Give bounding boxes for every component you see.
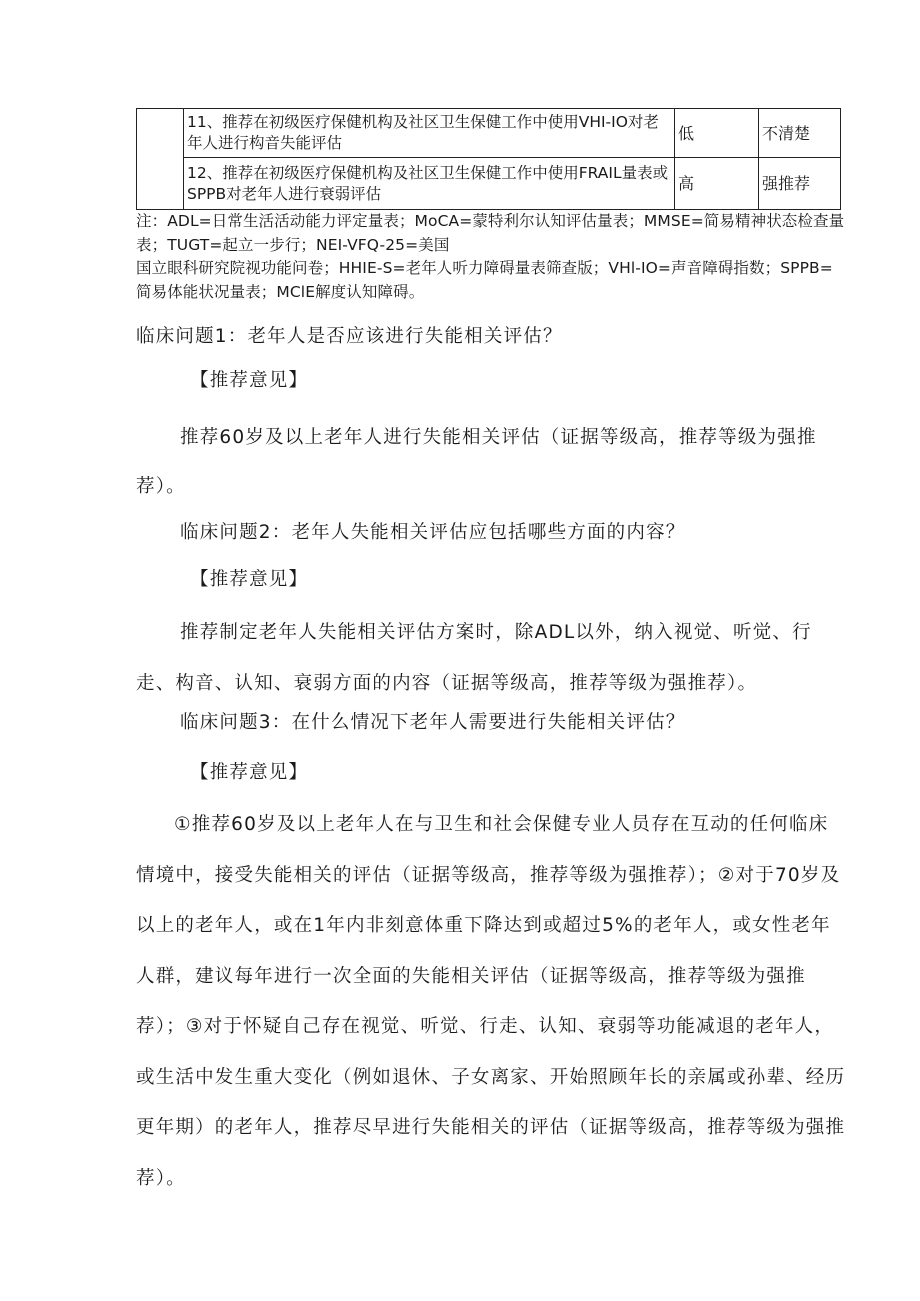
recommendation-strength-cell: 强推荐 — [759, 158, 841, 210]
recommendation-paragraph — [136, 607, 848, 709]
note-line: 国立眼科研究院视功能问卷；HHIE-S=老年人听力障碍量表筛查版；VHl-IO=声音障碍指数；SPPB=简易体能状况量表；MClE解度认知障碍。 — [136, 259, 833, 301]
paragraph-text: ①推荐60岁及以上老年人在与卫生和社会保健专业人员存在互动的任何临床情境中，接受失能相关的评估（证据等级高，推荐等级为强推荐）；②对于70岁及以上的老年人，或在1年内非刻意体重下降达到或超过5%的老年人，或女性老年人群，建议每年进行一次全面的失能相关评估（证据等级高，推荐等级为强推荐）；③对于怀疑自己存在视觉、听觉、行走、认知、衰弱等功能减退的老年人，或生活中发生重大变化（例如退休、子女离家、开始照顾年长的亲属或孙辈、经历更年期）的老年人，推荐尽早进行失能相关的评估（证据等级高，推荐等级为强推荐）。 — [136, 814, 846, 1189]
evidence-level-cell: 低 — [675, 109, 759, 158]
clinical-question-3: 临床问题3：在什么情况下老年人需要进行失能相关评估？ — [180, 712, 686, 733]
clinical-question-1: 临床问题1：老年人是否应该进行失能相关评估？ — [136, 326, 563, 347]
paragraph-text: 推荐制定老年人失能相关评估方案时，除ADL以外，纳入视觉、听觉、行走、构音、认知、衰弱方面的内容（证据等级高，推荐等级为强推荐）。 — [136, 622, 812, 694]
recommendation-paragraph — [136, 413, 848, 511]
clinical-question-2: 临床问题2：老年人失能相关评估应包括哪些方面的内容？ — [180, 522, 686, 543]
table-row — [137, 109, 841, 158]
table-note — [136, 210, 848, 304]
recommendation-table — [136, 108, 841, 210]
recommendation-strength-cell: 不清楚 — [759, 109, 841, 158]
recommendation-paragraph — [136, 800, 848, 1204]
note-line: 注：ADL=日常生活活动能力评定量表；MoCA=蒙特利尔认知评估量表；MMSE=简易精神状态检查量表；TUGT=起立一步行；NEI-VFQ-25=美国 — [136, 212, 845, 254]
recommendation-heading: 【推荐意见】 — [190, 762, 309, 783]
category-cell — [137, 109, 184, 210]
recommendation-heading: 【推荐意见】 — [190, 370, 309, 391]
recommendation-cell: 11、推荐在初级医疗保健机构及社区卫生保健工作中使用VHI-IO对老年人进行构音失能评估 — [184, 109, 675, 158]
recommendation-heading: 【推荐意见】 — [190, 569, 309, 590]
table-row — [137, 158, 841, 210]
recommendation-cell: 12、推荐在初级医疗保健机构及社区卫生保健工作中使用FRAIL量表或SPPB对老年人进行衰弱评估 — [184, 158, 675, 210]
evidence-level-cell: 高 — [675, 158, 759, 210]
paragraph-text: 推荐60岁及以上老年人进行失能相关评估（证据等级高，推荐等级为强推荐）。 — [136, 427, 817, 497]
